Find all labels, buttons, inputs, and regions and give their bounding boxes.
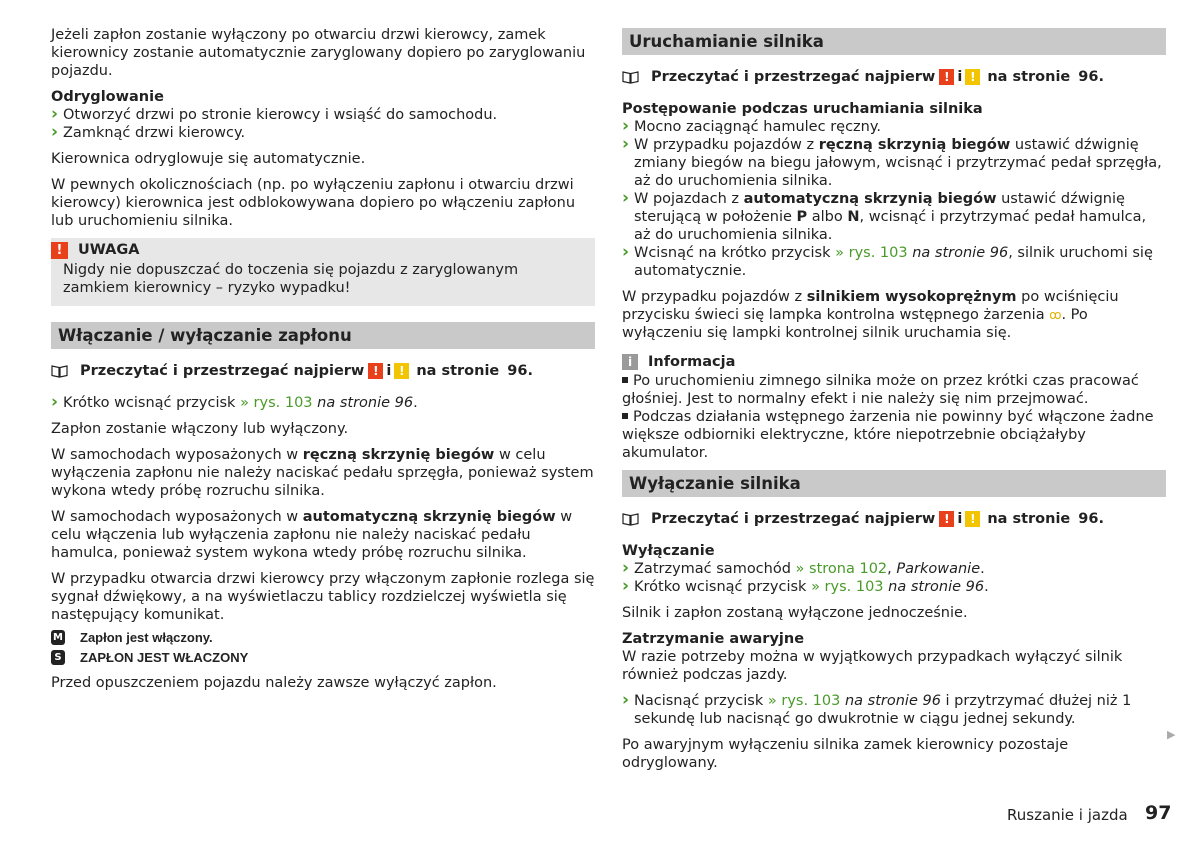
- step-text: Nacisnąć przycisk: [634, 693, 764, 709]
- read-first-conj: i: [957, 511, 963, 527]
- warning-panel: [51, 238, 595, 306]
- next-page-arrow-icon: ▶: [1167, 728, 1176, 741]
- figure-link[interactable]: » rys. 103: [767, 693, 841, 709]
- read-first-text: Przeczytać i przestrzegać najpierw: [80, 363, 365, 379]
- door-open-note: W przypadku otwarcia drzwi kierowcy przy włączonym zapłonie rozlega się sygnał dźwiękowy, a na wyświetlaczu tablicy rozdzielczej wyświetla się następujący komunikat.: [51, 571, 595, 623]
- info-bullet-text: Po uruchomieniu zimnego silnika może on przez krótki czas pracować głośniej. Jest to normalny efekt i nie należy się nim przejmować.: [622, 373, 1139, 407]
- start-step: [622, 190, 1166, 244]
- unlock-steps: [51, 106, 595, 142]
- section-title-stop: Wyłączanie silnika: [622, 470, 1166, 497]
- gear-position-n: N: [847, 209, 860, 225]
- read-first-text: Przeczytać i przestrzegać najpierw: [651, 69, 936, 85]
- info-title: Informacja: [648, 354, 736, 370]
- ignition-steps: [51, 394, 595, 412]
- page-reference: na stronie 96: [844, 693, 941, 709]
- page-reference: na stronie 96: [912, 245, 1009, 261]
- figure-link[interactable]: » rys. 103: [835, 245, 908, 261]
- read-first-suffix: na stronie: [987, 69, 1071, 85]
- engine-off-step: [622, 560, 1166, 578]
- exclamation-yellow-icon: !: [394, 363, 409, 379]
- unlock-step: › Otworzyć drzwi po stronie kierowcy i wsiąść do samochodu.: [51, 106, 595, 124]
- read-first-page: 96.: [1078, 511, 1104, 527]
- emergency-heading: Zatrzymanie awaryjne: [622, 631, 805, 647]
- note-text: w celu wyłączenia zapłonu nie należy naciskać pedału sprzęgła, ponieważ system wykona wtedy próbę rozruchu silnika.: [51, 447, 594, 499]
- step-text: W pojazdach z: [634, 191, 740, 207]
- emergency-text: W razie potrzeby można w wyjątkowych przypadkach wyłączyć silnik również podczas jazdy.: [622, 649, 1123, 683]
- info-bullet-text: Podczas działania wstępnego żarzenia nie powinny być włączone żadne większe odbiorniki elektryczne, które niepotrzebnie obciążałyby akumulator.: [622, 409, 1154, 461]
- display-variant-icon: M: [51, 630, 65, 645]
- display-message: [51, 647, 595, 667]
- note-text: po wciśnięciu przycisku świeci się lampka kontrolna wstępnego żarzenia: [622, 289, 1119, 323]
- display-message-text: ZAPŁON JEST WŁACZONY: [80, 649, 249, 665]
- start-procedure-heading: Postępowanie podczas uruchamiania silnika: [622, 101, 983, 117]
- start-step: [622, 244, 1166, 280]
- note-text: . Po wyłączeniu się lampki kontrolnej silnik uruchamia się.: [622, 307, 1088, 341]
- note-text: w celu włączenia lub wyłączenia zapłonu nie należy naciskać pedału hamulca, ponieważ system wykona wtedy próbę rozruchu silnika.: [51, 509, 573, 561]
- engine-off-result: Silnik i zapłon zostaną wyłączone jednocześnie.: [622, 605, 968, 621]
- warning-title-row: [51, 238, 595, 260]
- display-message: [51, 627, 595, 647]
- step-text: ustawić dźwignię sterującą w położenie: [634, 191, 1125, 225]
- read-first-suffix: na stronie: [416, 363, 500, 379]
- read-first-notice: [51, 361, 595, 381]
- bullet-icon: [622, 413, 628, 419]
- exclamation-red-icon: !: [368, 363, 383, 379]
- steering-lock-intro: Jeżeli zapłon zostanie wyłączony po otwarciu drzwi kierowcy, zamek kierownicy zostanie automatycznie zaryglowany dopiero po zaryglowaniu pojazdu.: [51, 27, 586, 79]
- note-emphasis: automatyczną skrzynię biegów: [302, 509, 556, 525]
- manual-gearbox-note: [51, 446, 595, 500]
- read-first-page: 96.: [507, 363, 533, 379]
- note-text: W samochodach wyposażonych w: [51, 509, 299, 525]
- step-text: albo: [811, 209, 843, 225]
- step-text: , wcisnąć i przytrzymać pedał hamulca, aż do uruchomienia silnika.: [634, 209, 1147, 243]
- info-bullet: [622, 408, 1166, 462]
- step-end: .: [984, 579, 989, 595]
- book-icon: [51, 365, 68, 378]
- step-sep: ,: [887, 561, 892, 577]
- display-message-text: Zapłon jest włączony.: [80, 629, 213, 645]
- unlock-heading: Odryglowanie: [51, 89, 164, 105]
- step-text: i przytrzymać dłużej niż 1 sekundę lub nacisnąć go dwukrotnie w ciągu jednej sekundy.: [634, 693, 1132, 727]
- page-link[interactable]: » strona 102: [795, 561, 888, 577]
- glow-plug-lamp-icon: ꝏ: [1049, 308, 1062, 322]
- read-first-suffix: na stronie: [987, 511, 1071, 527]
- warning-icon: !: [51, 242, 68, 259]
- unlock-step: › Zamknąć drzwi kierowcy.: [51, 124, 595, 142]
- step-emphasis: ręczną skrzynią biegów: [818, 137, 1011, 153]
- before-leaving-note: Przed opuszczeniem pojazdu należy zawsze wyłączyć zapłon.: [51, 675, 497, 691]
- exclamation-yellow-icon: !: [965, 69, 980, 85]
- note-emphasis: ręczną skrzynię biegów: [302, 447, 495, 463]
- footer-chapter-title: Ruszanie i jazda: [1007, 806, 1128, 824]
- start-step: › Mocno zaciągnąć hamulec ręczny.: [622, 118, 1166, 136]
- book-icon: [622, 513, 639, 526]
- auto-unlock-text: Kierownica odryglowuje się automatycznie.: [51, 151, 366, 167]
- step-emphasis: automatyczną skrzynią biegów: [743, 191, 997, 207]
- right-column: [622, 28, 1166, 780]
- step-text: Wcisnąć na krótko przycisk: [634, 245, 831, 261]
- page-reference: na stronie 96: [888, 579, 985, 595]
- start-steps: [622, 118, 1166, 280]
- section-title-ignition: Włączanie / wyłączanie zapłonu: [51, 322, 595, 349]
- warning-title: UWAGA: [78, 242, 140, 258]
- book-icon: [622, 71, 639, 84]
- note-emphasis: silnikiem wysokoprężnym: [806, 289, 1017, 305]
- press-button-step: [51, 394, 595, 412]
- engine-off-step: [622, 578, 1166, 596]
- emergency-step: [622, 692, 1166, 728]
- circumstances-text: W pewnych okolicznościach (np. po wyłączeniu zapłonu i otwarciu drzwi kierowcy) kierownica jest odblokowywana dopiero po włączeniu zapłonu lub uruchomieniu silnika.: [51, 177, 576, 229]
- info-icon: i: [622, 354, 638, 370]
- section-reference: Parkowanie: [896, 561, 981, 577]
- read-first-conj: i: [957, 69, 963, 85]
- bullet-icon: [622, 377, 628, 383]
- info-bullet: [622, 372, 1166, 408]
- note-text: W samochodach wyposażonych w: [51, 447, 299, 463]
- left-column: [51, 26, 595, 700]
- automatic-gearbox-note: [51, 508, 595, 562]
- page-reference: na stronie 96: [317, 395, 414, 411]
- step-text: Krótko wcisnąć przycisk: [634, 579, 807, 595]
- step-text: Zatrzymać samochód: [634, 561, 791, 577]
- step-text: W przypadku pojazdów z: [634, 137, 815, 153]
- read-first-text: Przeczytać i przestrzegać najpierw: [651, 511, 936, 527]
- footer-page-number: 97: [1145, 802, 1172, 824]
- figure-link[interactable]: » rys. 103: [811, 579, 884, 595]
- section-title-start: Uruchamianie silnika: [622, 28, 1166, 55]
- read-first-notice: [622, 509, 1166, 529]
- read-first-conj: i: [386, 363, 392, 379]
- exclamation-yellow-icon: !: [965, 511, 980, 527]
- figure-link[interactable]: » rys. 103: [240, 395, 313, 411]
- display-variant-icon: S: [51, 650, 65, 665]
- step-end: .: [413, 395, 418, 411]
- after-emergency-note: Po awaryjnym wyłączeniu silnika zamek kierownicy pozostaje odryglowany.: [622, 737, 1069, 771]
- diesel-note: [622, 288, 1166, 342]
- exclamation-red-icon: !: [939, 511, 954, 527]
- warning-text: Nigdy nie dopuszczać do toczenia się pojazdu z zaryglowanym zamkiem kierownicy – ryzyko wypadku!: [63, 262, 519, 296]
- gear-position-p: P: [796, 209, 808, 225]
- step-end: .: [980, 561, 985, 577]
- emergency-steps: [622, 692, 1166, 728]
- step-text: ustawić dźwignię zmiany biegów na biegu jałowym, wcisnąć i przytrzymać pedał sprzęgła, aż do uruchomienia silnika.: [634, 137, 1162, 189]
- start-step: [622, 136, 1166, 190]
- read-first-notice: [622, 67, 1166, 87]
- info-title-row: [622, 352, 1166, 372]
- ignition-result: Zapłon zostanie włączony lub wyłączony.: [51, 421, 349, 437]
- step-text: , silnik uruchomi się automatycznie.: [634, 245, 1153, 279]
- engine-off-steps: [622, 560, 1166, 596]
- read-first-page: 96.: [1078, 69, 1104, 85]
- step-text: Krótko wcisnąć przycisk: [63, 395, 236, 411]
- engine-off-heading: Wyłączanie: [622, 543, 715, 559]
- note-text: W przypadku pojazdów z: [622, 289, 803, 305]
- exclamation-red-icon: !: [939, 69, 954, 85]
